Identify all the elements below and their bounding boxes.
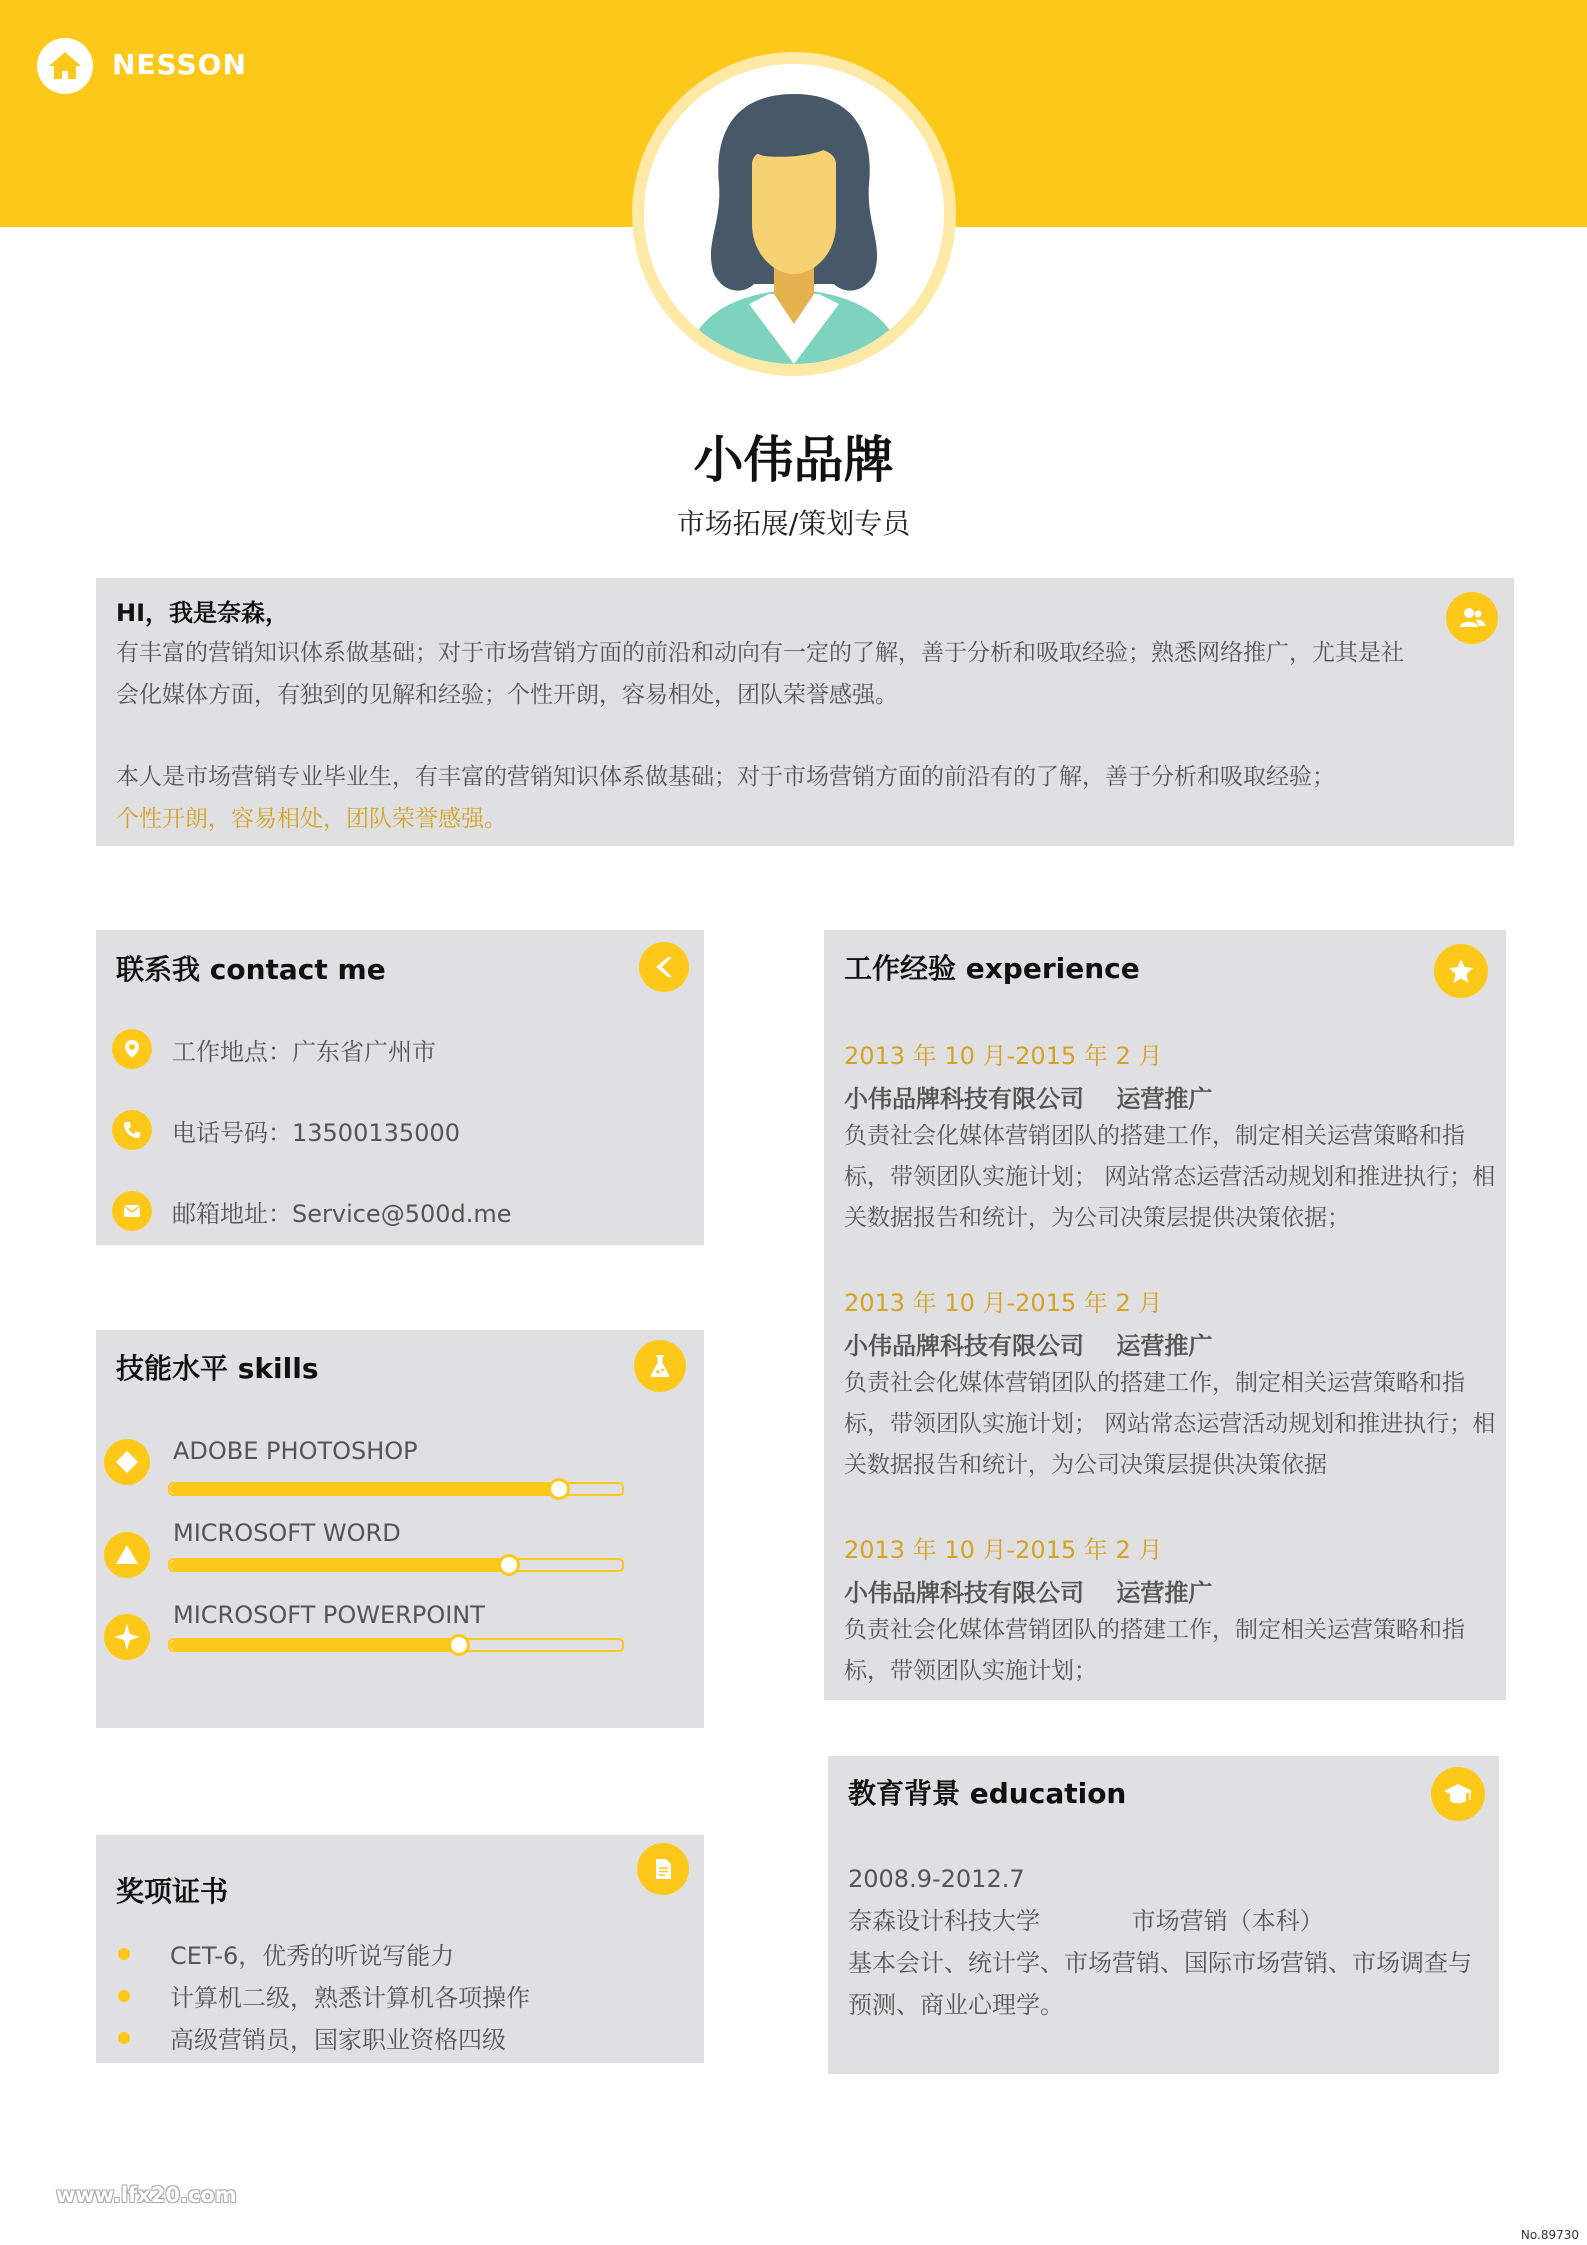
- intro-paragraph: 本人是市场营销专业毕业生，有丰富的营销知识体系做基础；对于市场营销方面的前沿有的了解，善于分析和吸取经验；: [116, 764, 1335, 790]
- award-text: CET-6，优秀的听说写能力: [170, 1942, 455, 1970]
- education-school-row: [848, 1900, 1488, 1942]
- job-date: 2013 年 10 月-2015 年 2 月: [844, 1042, 1163, 1070]
- job-entry: [844, 1036, 1504, 1239]
- document-number: No.89730: [1520, 2228, 1579, 2242]
- bullet-icon: [118, 2032, 130, 2044]
- award-item: [118, 1936, 454, 1971]
- job-company: 小伟品牌科技有限公司 运营推广: [844, 1332, 1213, 1360]
- skill-bar-fill: [170, 1640, 459, 1650]
- star-badge-icon: [1434, 944, 1488, 998]
- education-heading: 教育背景 education: [848, 1777, 1127, 1810]
- avatar: [632, 52, 956, 376]
- profile-title: 市场拓展/策划专员: [676, 507, 911, 540]
- skill-bar: [168, 1558, 624, 1572]
- brand-logo-text: NESSON: [112, 48, 247, 81]
- users-icon: [1446, 592, 1498, 644]
- skill-name: ADOBE PHOTOSHOP: [173, 1437, 418, 1465]
- intro-body: [116, 632, 1416, 840]
- intro-paragraph: 有丰富的营销知识体系做基础；对于市场营销方面的前沿和动向有一定的了解，善于分析和吸取经验；熟悉网络推广，尤其是社会化媒体方面，有独到的见解和经验；个性开朗，容易相处，团队荣誉感强。: [116, 640, 1404, 708]
- graduation-cap-icon: [1431, 1767, 1485, 1821]
- experience-heading: 工作经验 experience: [844, 952, 1140, 985]
- award-item: [118, 1978, 530, 2013]
- star-icon: [104, 1614, 150, 1660]
- skill-bar: [168, 1638, 624, 1652]
- contact-item: [112, 1110, 460, 1150]
- job-description: 负责社会化媒体营销团队的搭建工作，制定相关运营策略和指标，带领团队实施计划； 网站常态运营活动规划和推进执行；相关数据报告和统计，为公司决策层提供决策依据: [844, 1370, 1496, 1478]
- contact-item: [112, 1191, 512, 1231]
- contact-location: 工作地点：广东省广州市: [172, 1037, 436, 1066]
- chevron-left-icon: [639, 942, 689, 992]
- location-pin-icon: [112, 1029, 152, 1069]
- job-entry: [844, 1283, 1504, 1486]
- award-text: 计算机二级，熟悉计算机各项操作: [170, 1984, 530, 2012]
- profile-name: 小伟品牌: [693, 431, 894, 489]
- contact-heading: 联系我 contact me: [116, 953, 386, 986]
- flask-icon: [634, 1340, 686, 1392]
- education-school: 奈森设计科技大学: [848, 1907, 1040, 1935]
- job-entry: [844, 1530, 1504, 1692]
- job-description: 负责社会化媒体营销团队的搭建工作，制定相关运营策略和指标，带领团队实施计划； 网站常态运营活动规划和推进执行；相关数据报告和统计，为公司决策层提供决策依据；: [844, 1123, 1496, 1231]
- job-company: 小伟品牌科技有限公司 运营推广: [844, 1085, 1213, 1113]
- bullet-icon: [118, 1990, 130, 2002]
- mail-icon: [112, 1191, 152, 1231]
- skill-bar-knob: [548, 1478, 570, 1500]
- diamond-icon: [104, 1439, 150, 1485]
- skill-bar-knob: [498, 1554, 520, 1576]
- education-courses: 基本会计、统计学、市场营销、国际市场营销、市场调查与预测、商业心理学。: [848, 1949, 1472, 2019]
- skill-name: MICROSOFT POWERPOINT: [173, 1601, 485, 1629]
- award-item: [118, 2020, 506, 2055]
- job-company: 小伟品牌科技有限公司 运营推广: [844, 1579, 1213, 1607]
- contact-item: [112, 1029, 436, 1069]
- skill-bar-fill: [170, 1560, 509, 1570]
- education-details: [848, 1858, 1488, 2026]
- triangle-icon: [104, 1532, 150, 1578]
- award-text: 高级营销员，国家职业资格四级: [170, 2026, 506, 2054]
- skill-bar: [168, 1482, 624, 1496]
- awards-heading: 奖项证书: [116, 1875, 229, 1908]
- job-date: 2013 年 10 月-2015 年 2 月: [844, 1289, 1163, 1317]
- job-description: 负责社会化媒体营销团队的搭建工作，制定相关运营策略和指标，带领团队实施计划；: [844, 1617, 1465, 1684]
- contact-phone: 电话号码：13500135000: [172, 1118, 460, 1147]
- home-logo-icon: [37, 38, 93, 94]
- bullet-icon: [118, 1948, 130, 1960]
- document-icon: [637, 1843, 689, 1895]
- skill-name: MICROSOFT WORD: [173, 1519, 401, 1547]
- watermark: www.lfx20.com: [56, 2183, 237, 2207]
- education-period: 2008.9-2012.7: [848, 1865, 1025, 1893]
- intro-greeting: HI，我是奈森，: [116, 599, 290, 627]
- education-major: 市场营销（本科）: [1131, 1907, 1324, 1935]
- intro-highlight: 个性开朗，容易相处，团队荣誉感强。: [116, 806, 507, 832]
- contact-email: 邮箱地址：Service@500d.me: [172, 1199, 512, 1228]
- phone-icon: [112, 1110, 152, 1150]
- skills-heading: 技能水平 skills: [116, 1352, 319, 1385]
- job-date: 2013 年 10 月-2015 年 2 月: [844, 1536, 1163, 1564]
- skill-bar-fill: [170, 1484, 559, 1494]
